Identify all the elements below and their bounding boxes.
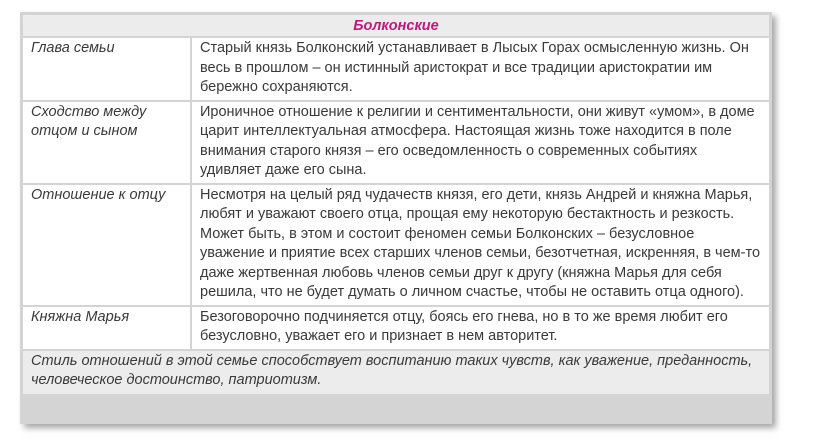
table-row xyxy=(23,38,769,100)
row-label: Отношение к отцу xyxy=(23,185,190,305)
summary-text: Стиль отношений в этой семье способствует воспитанию таких чувств, как уважение, преданность, человеческое достоинство, патриотизм. xyxy=(23,351,769,394)
table-header-row xyxy=(23,15,769,36)
row-text: Несмотря на целый ряд чудачеств князя, его дети, князь Андрей и княжна Марья, любят и уважают своего отца, прощая ему некоторую бестактность и резкость. Может быть, в этом и состоит феномен семьи Болконских – безусловное уважение и приятие всех старших членов семьи, безотчетная, искренняя, в чем-то даже жертвенная любовь членов семьи друг к другу (княжна Марья для себя решила, что не будет думать о личном счастье, чтобы не оставить отца одного). xyxy=(192,185,769,305)
row-text: Ироничное отношение к религии и сентиментальности, они живут «умом», в доме царит интеллектуальная атмосфера. Настоящая жизнь тоже находится в поле внимания старого князя – его осведомленность о современных событиях удивляет даже его сына. xyxy=(192,102,769,183)
row-label: Княжна Марья xyxy=(23,307,190,349)
row-label: Сходство между отцом и сыном xyxy=(23,102,190,183)
table-row xyxy=(23,185,769,305)
row-label: Глава семьи xyxy=(23,38,190,100)
row-text: Старый князь Болконский устанавливает в Лысых Горах осмысленную жизнь. Он весь в прошлом – он истинный аристократ и все традиции аристократии им бережно сохраняются. xyxy=(192,38,769,100)
summary-row xyxy=(23,351,769,394)
row-text: Безоговорочно подчиняется отцу, боясь его гнева, но в то же время любит его безусловно, уважает его и признает в нем авторитет. xyxy=(192,307,769,349)
table-row xyxy=(23,102,769,183)
family-table xyxy=(21,13,771,396)
table-row xyxy=(23,307,769,349)
table-title: Болконские xyxy=(23,15,769,36)
